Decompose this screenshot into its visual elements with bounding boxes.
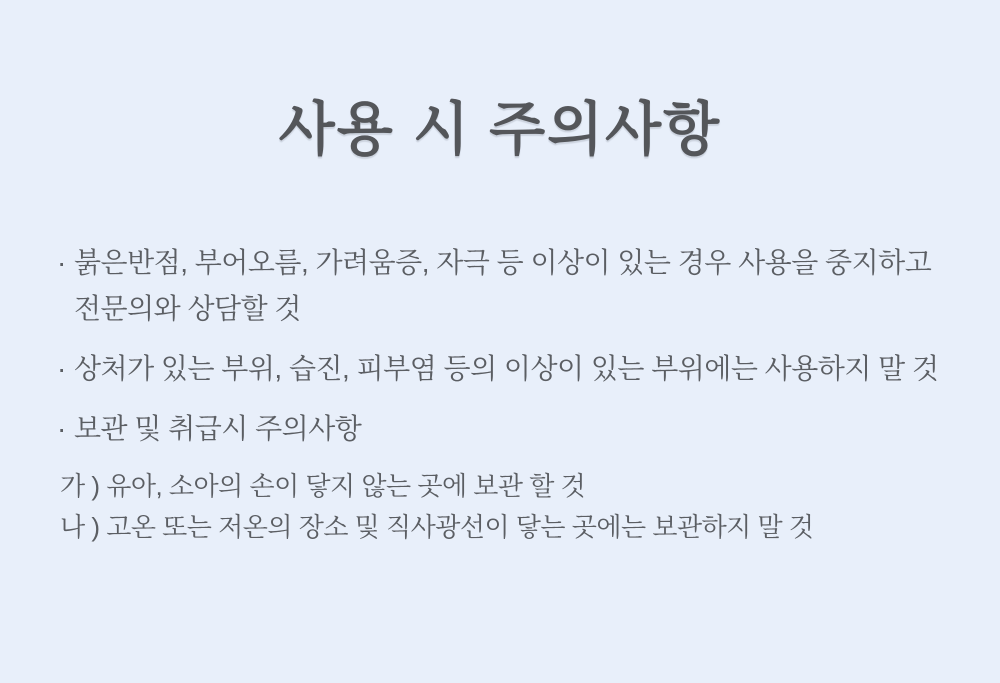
page-title: 사용 시 주의사항: [278, 97, 722, 162]
list-item-irritation: [57, 240, 960, 332]
sub-item-keep-away-from-children: 가 ) 유아, 소아의 손이 닿지 않는 곳에 보관 할 것: [60, 471, 586, 501]
bullet-line: 전문의와 상담할 것: [74, 293, 301, 324]
bullet-text: [74, 406, 960, 452]
caution-list: [0, 240, 1000, 548]
bullet-line: 상처가 있는 부위, 습진, 피부염 등의 이상이 있는 부위에는 사용하지 말 것: [74, 353, 939, 384]
bullet-dot-icon: ·: [57, 353, 67, 384]
storage-sub-list: [57, 466, 960, 548]
list-item-storage-handling: [57, 406, 960, 452]
bullet-text: [74, 240, 960, 332]
bullet-line: 붉은반점, 부어오름, 가려움증, 자극 등 이상이 있는 경우 사용을 중지하고: [74, 247, 932, 278]
sub-item-avoid-heat-sunlight: 나 ) 고온 또는 저온의 장소 및 직사광선이 닿는 곳에는 보관하지 말 것: [60, 512, 814, 542]
bullet-dot-icon: ·: [57, 413, 67, 444]
bullet-text: [74, 346, 960, 392]
list-item-damaged-skin: [57, 346, 960, 392]
bullet-dot-icon: ·: [57, 247, 67, 278]
bullet-line: 보관 및 취급시 주의사항: [74, 413, 362, 444]
